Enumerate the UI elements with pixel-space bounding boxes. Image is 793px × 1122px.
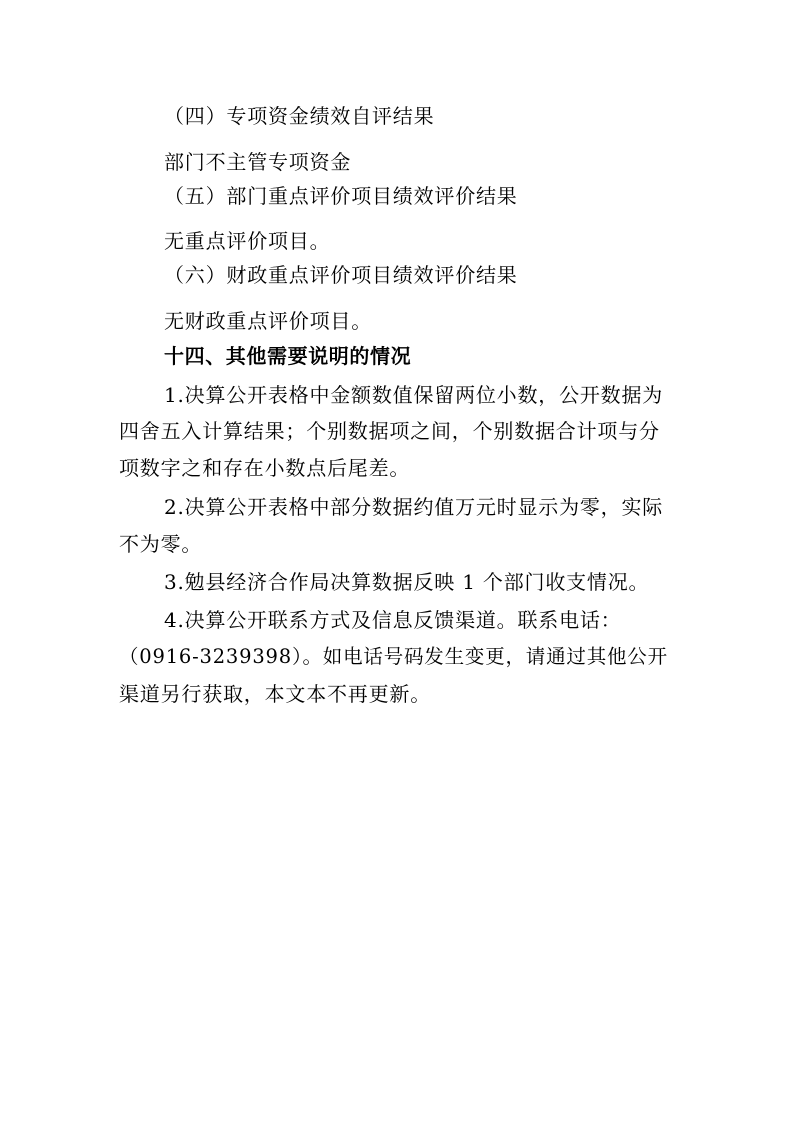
note-1-line-1: 1.决算公开表格中金额数值保留两位小数，公开数据为 — [164, 383, 664, 407]
subsection-heading-6: （六）财政重点评价项目绩效评价结果 — [164, 263, 518, 287]
subsection-body-6: 无财政重点评价项目。 — [164, 309, 372, 333]
note-1-line-2: 四舍五入计算结果；个别数据项之间，个别数据合计项与分 — [119, 419, 660, 443]
subsection-heading-5: （五）部门重点评价项目绩效评价结果 — [164, 184, 518, 208]
note-2-line-2: 不为零。 — [119, 532, 203, 556]
subsection-heading-4: （四）专项资金绩效自评结果 — [164, 104, 435, 128]
note-4-line-2: （0916-3239398）。如电话号码发生变更，请通过其他公开 — [119, 645, 668, 668]
subsection-body-4: 部门不主管专项资金 — [164, 150, 352, 174]
note-4-line-1: 4.决算公开联系方式及信息反馈渠道。联系电话： — [164, 608, 622, 632]
subsection-body-5: 无重点评价项目。 — [164, 229, 331, 253]
note-4-line-3: 渠道另行获取，本文本不再更新。 — [119, 682, 431, 706]
section-heading: 十四、其他需要说明的情况 — [164, 344, 412, 368]
note-2-line-1: 2.决算公开表格中部分数据约值万元时显示为零，实际 — [164, 495, 664, 519]
note-3-line-1: 3.勉县经济合作局决算数据反映 1 个部门收支情况。 — [164, 570, 650, 594]
note-1-line-3: 项数字之和存在小数点后尾差。 — [119, 456, 411, 480]
